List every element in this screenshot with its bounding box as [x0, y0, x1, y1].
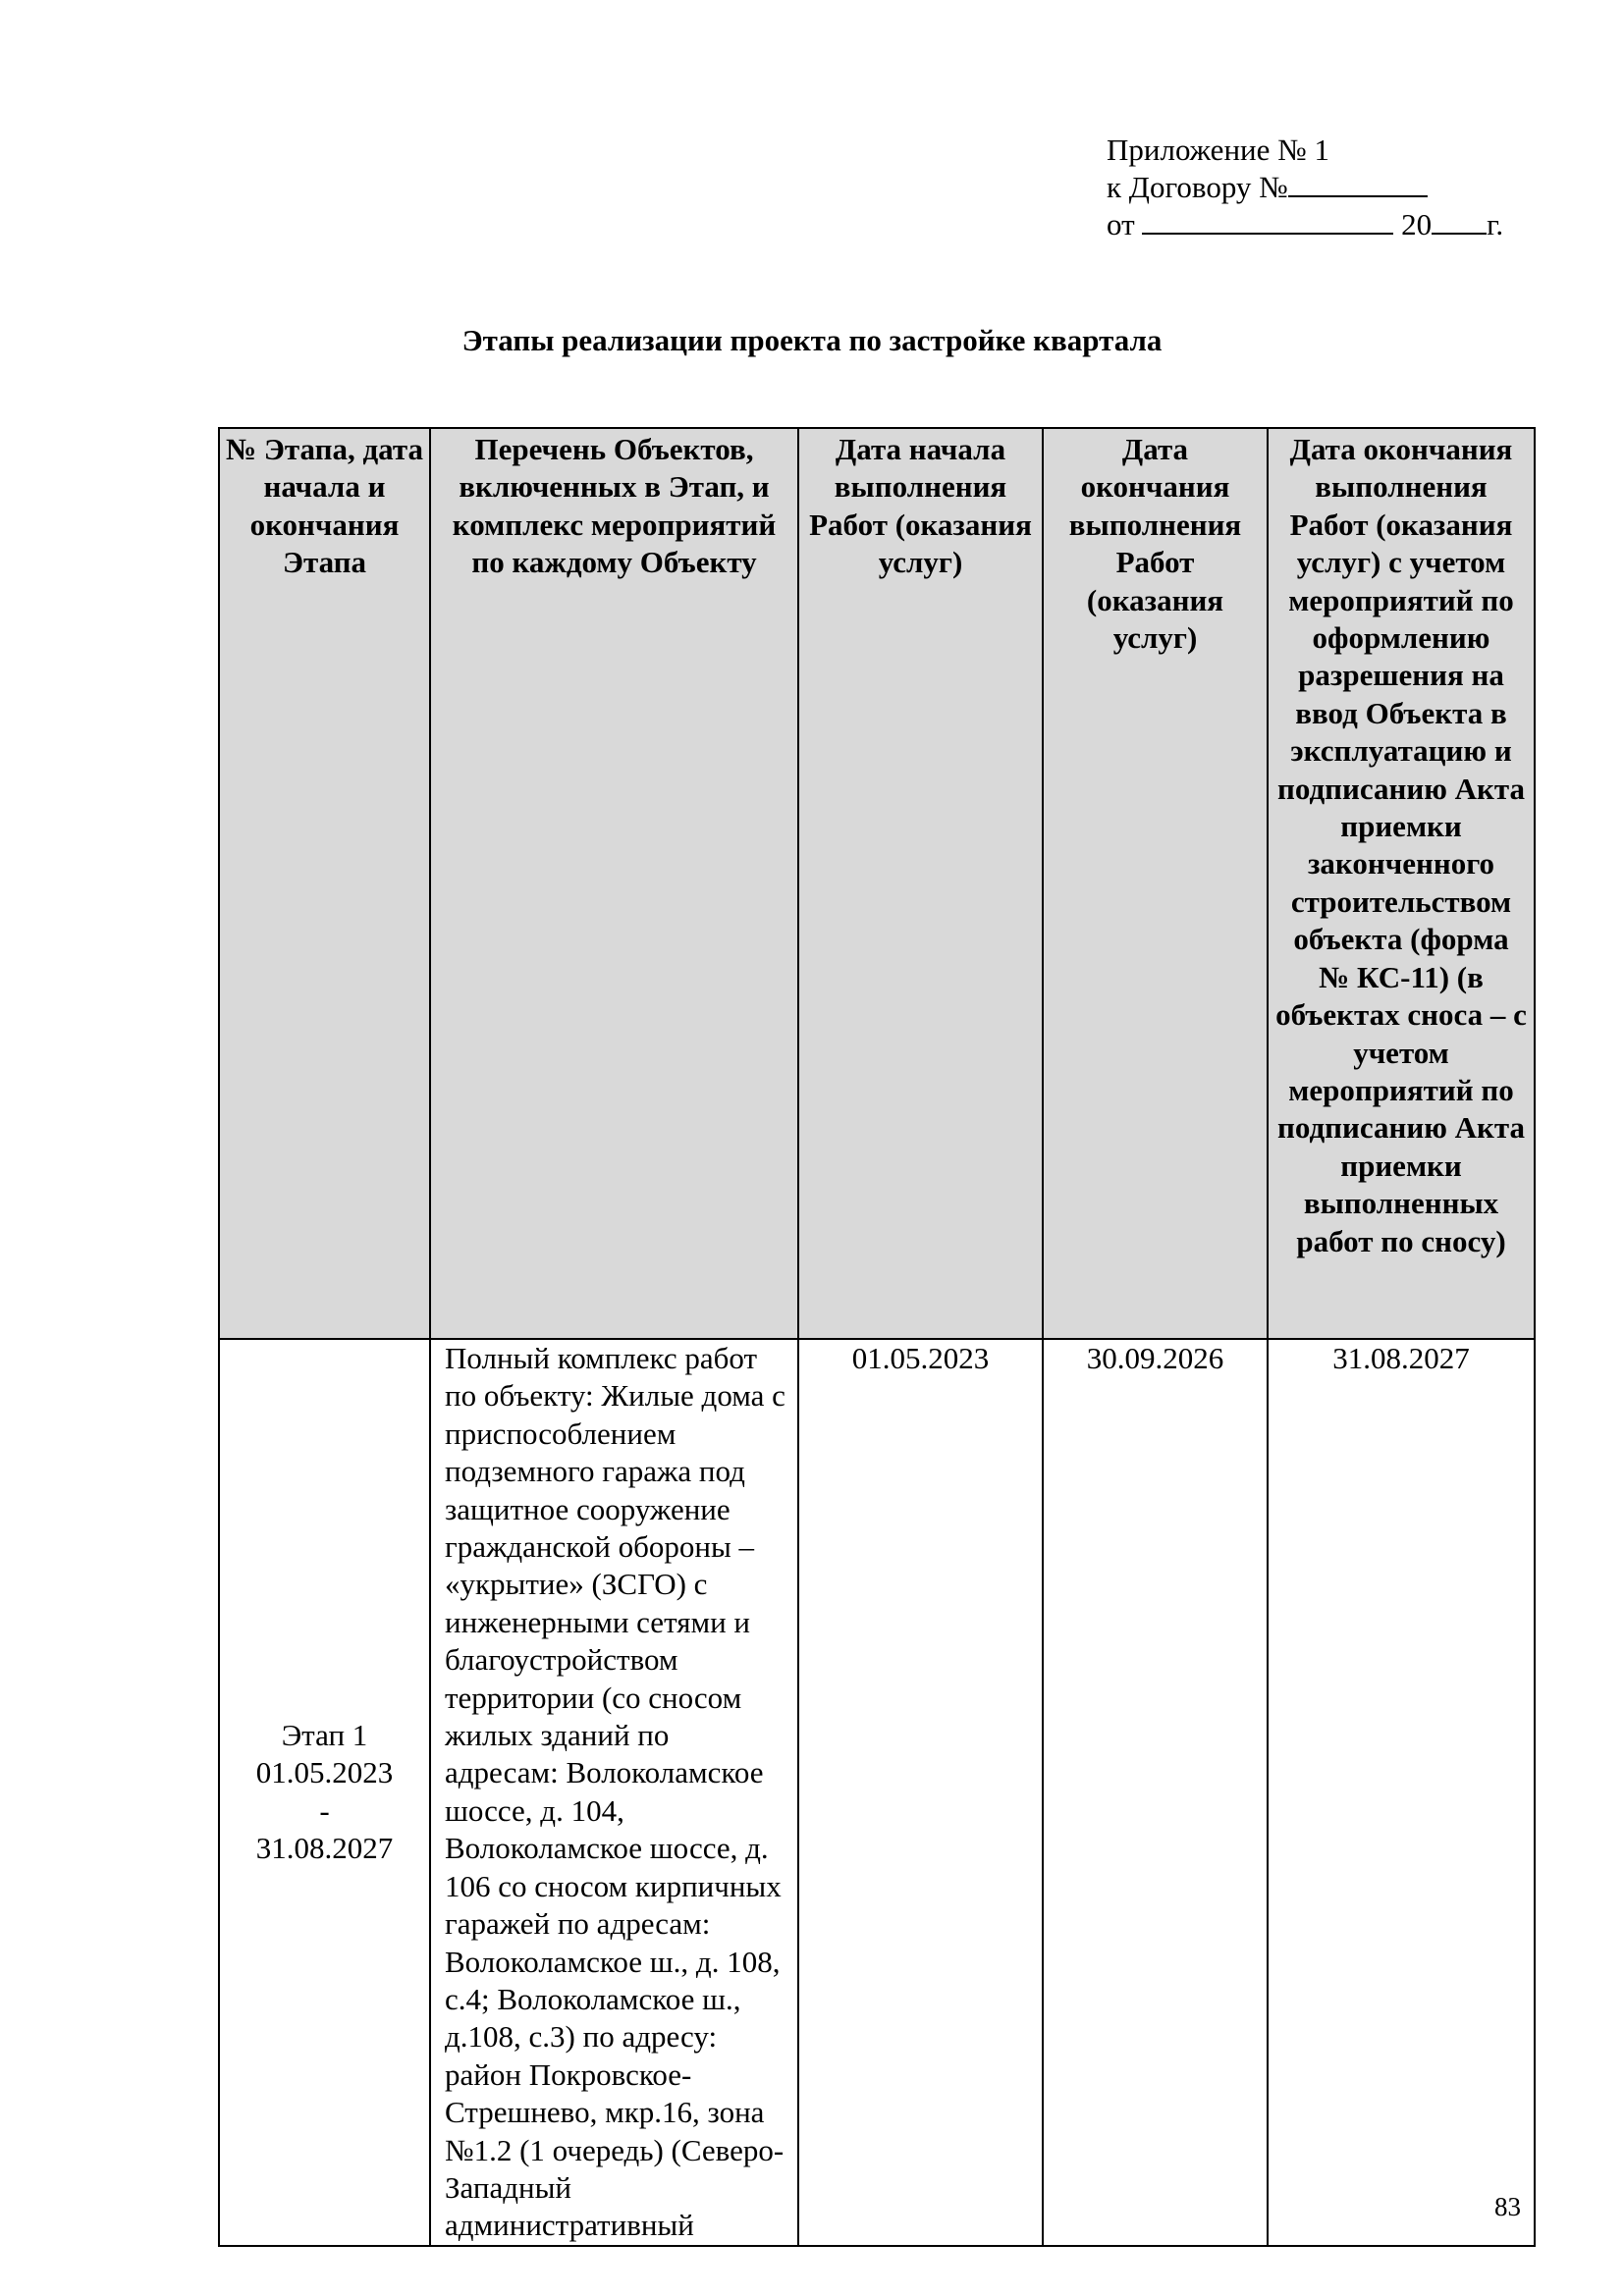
header-stage: № Этапа, дата начала и окончания Этапа — [219, 428, 430, 1339]
contract-number-line — [1107, 169, 1503, 206]
contract-year-suffix: г. — [1487, 207, 1504, 241]
stage-start: 01.05.2023 — [255, 1755, 394, 1790]
header-end-date: Дата окончания выполнения Работ (оказания услуг) — [1043, 428, 1268, 1339]
stage-cell — [219, 1339, 430, 2246]
stage-end: 31.08.2027 — [255, 1831, 394, 1866]
contract-date-blank — [1142, 207, 1393, 235]
table-row — [219, 1339, 1535, 2246]
appendix-block — [1107, 132, 1503, 243]
document-title: Этапы реализации проекта по застройке квартала — [461, 323, 1163, 357]
contract-date-line — [1107, 206, 1503, 243]
stage-dash: - — [319, 1792, 330, 1828]
contract-number-label: к Договору № — [1107, 170, 1288, 204]
contract-year-prefix: 20 — [1401, 207, 1433, 241]
header-final-date: Дата окончания выполнения Работ (оказания услуг) с учетом мероприятий по оформлению разрешения на ввод Объекта в эксплуатацию и подписанию Акта приемки законченного строительством объекта (форма № КС-11) (в объектах сноса – с учетом мероприятий по подписанию Акта приемки выполненных работ по сносу) — [1268, 428, 1535, 1339]
end-date-cell: 30.09.2026 — [1043, 1339, 1268, 2246]
contract-year-blank — [1432, 207, 1487, 235]
contract-number-blank — [1288, 170, 1428, 197]
page-number: 83 — [1494, 2192, 1521, 2221]
table-header-row — [219, 428, 1535, 1339]
start-date-cell: 01.05.2023 — [798, 1339, 1043, 2246]
contract-date-label: от — [1107, 207, 1135, 241]
appendix-title: Приложение № 1 — [1107, 133, 1329, 167]
header-start-date: Дата начала выполнения Работ (оказания услуг) — [798, 428, 1043, 1339]
objects-cell: Полный комплекс работ по объекту: Жилые дома с приспособлением подземного гаража под защитное сооружение гражданской обороны – «укрытие» (ЗСГО) с инженерными сетями и благоустройством территории (со сносом жилых зданий по адресам: Волоколамское шоссе, д. 104, Волоколамское шоссе, д. 106 со сносом кирпичных гаражей по адресам: Волоколамское ш., д. 108, с.4; Волоколамское ш., д.108, с.3) по адресу: район Покровское-Стрешнево, мкр.16, зона №1.2 (1 очередь) (Северо-Западный административный — [430, 1339, 798, 2246]
header-objects: Перечень Объектов, включенных в Этап, и комплекс мероприятий по каждому Объекту — [430, 428, 798, 1339]
stages-table — [218, 427, 1536, 2247]
stage-name: Этап 1 — [281, 1718, 368, 1753]
final-date-cell: 31.08.2027 — [1268, 1339, 1535, 2246]
